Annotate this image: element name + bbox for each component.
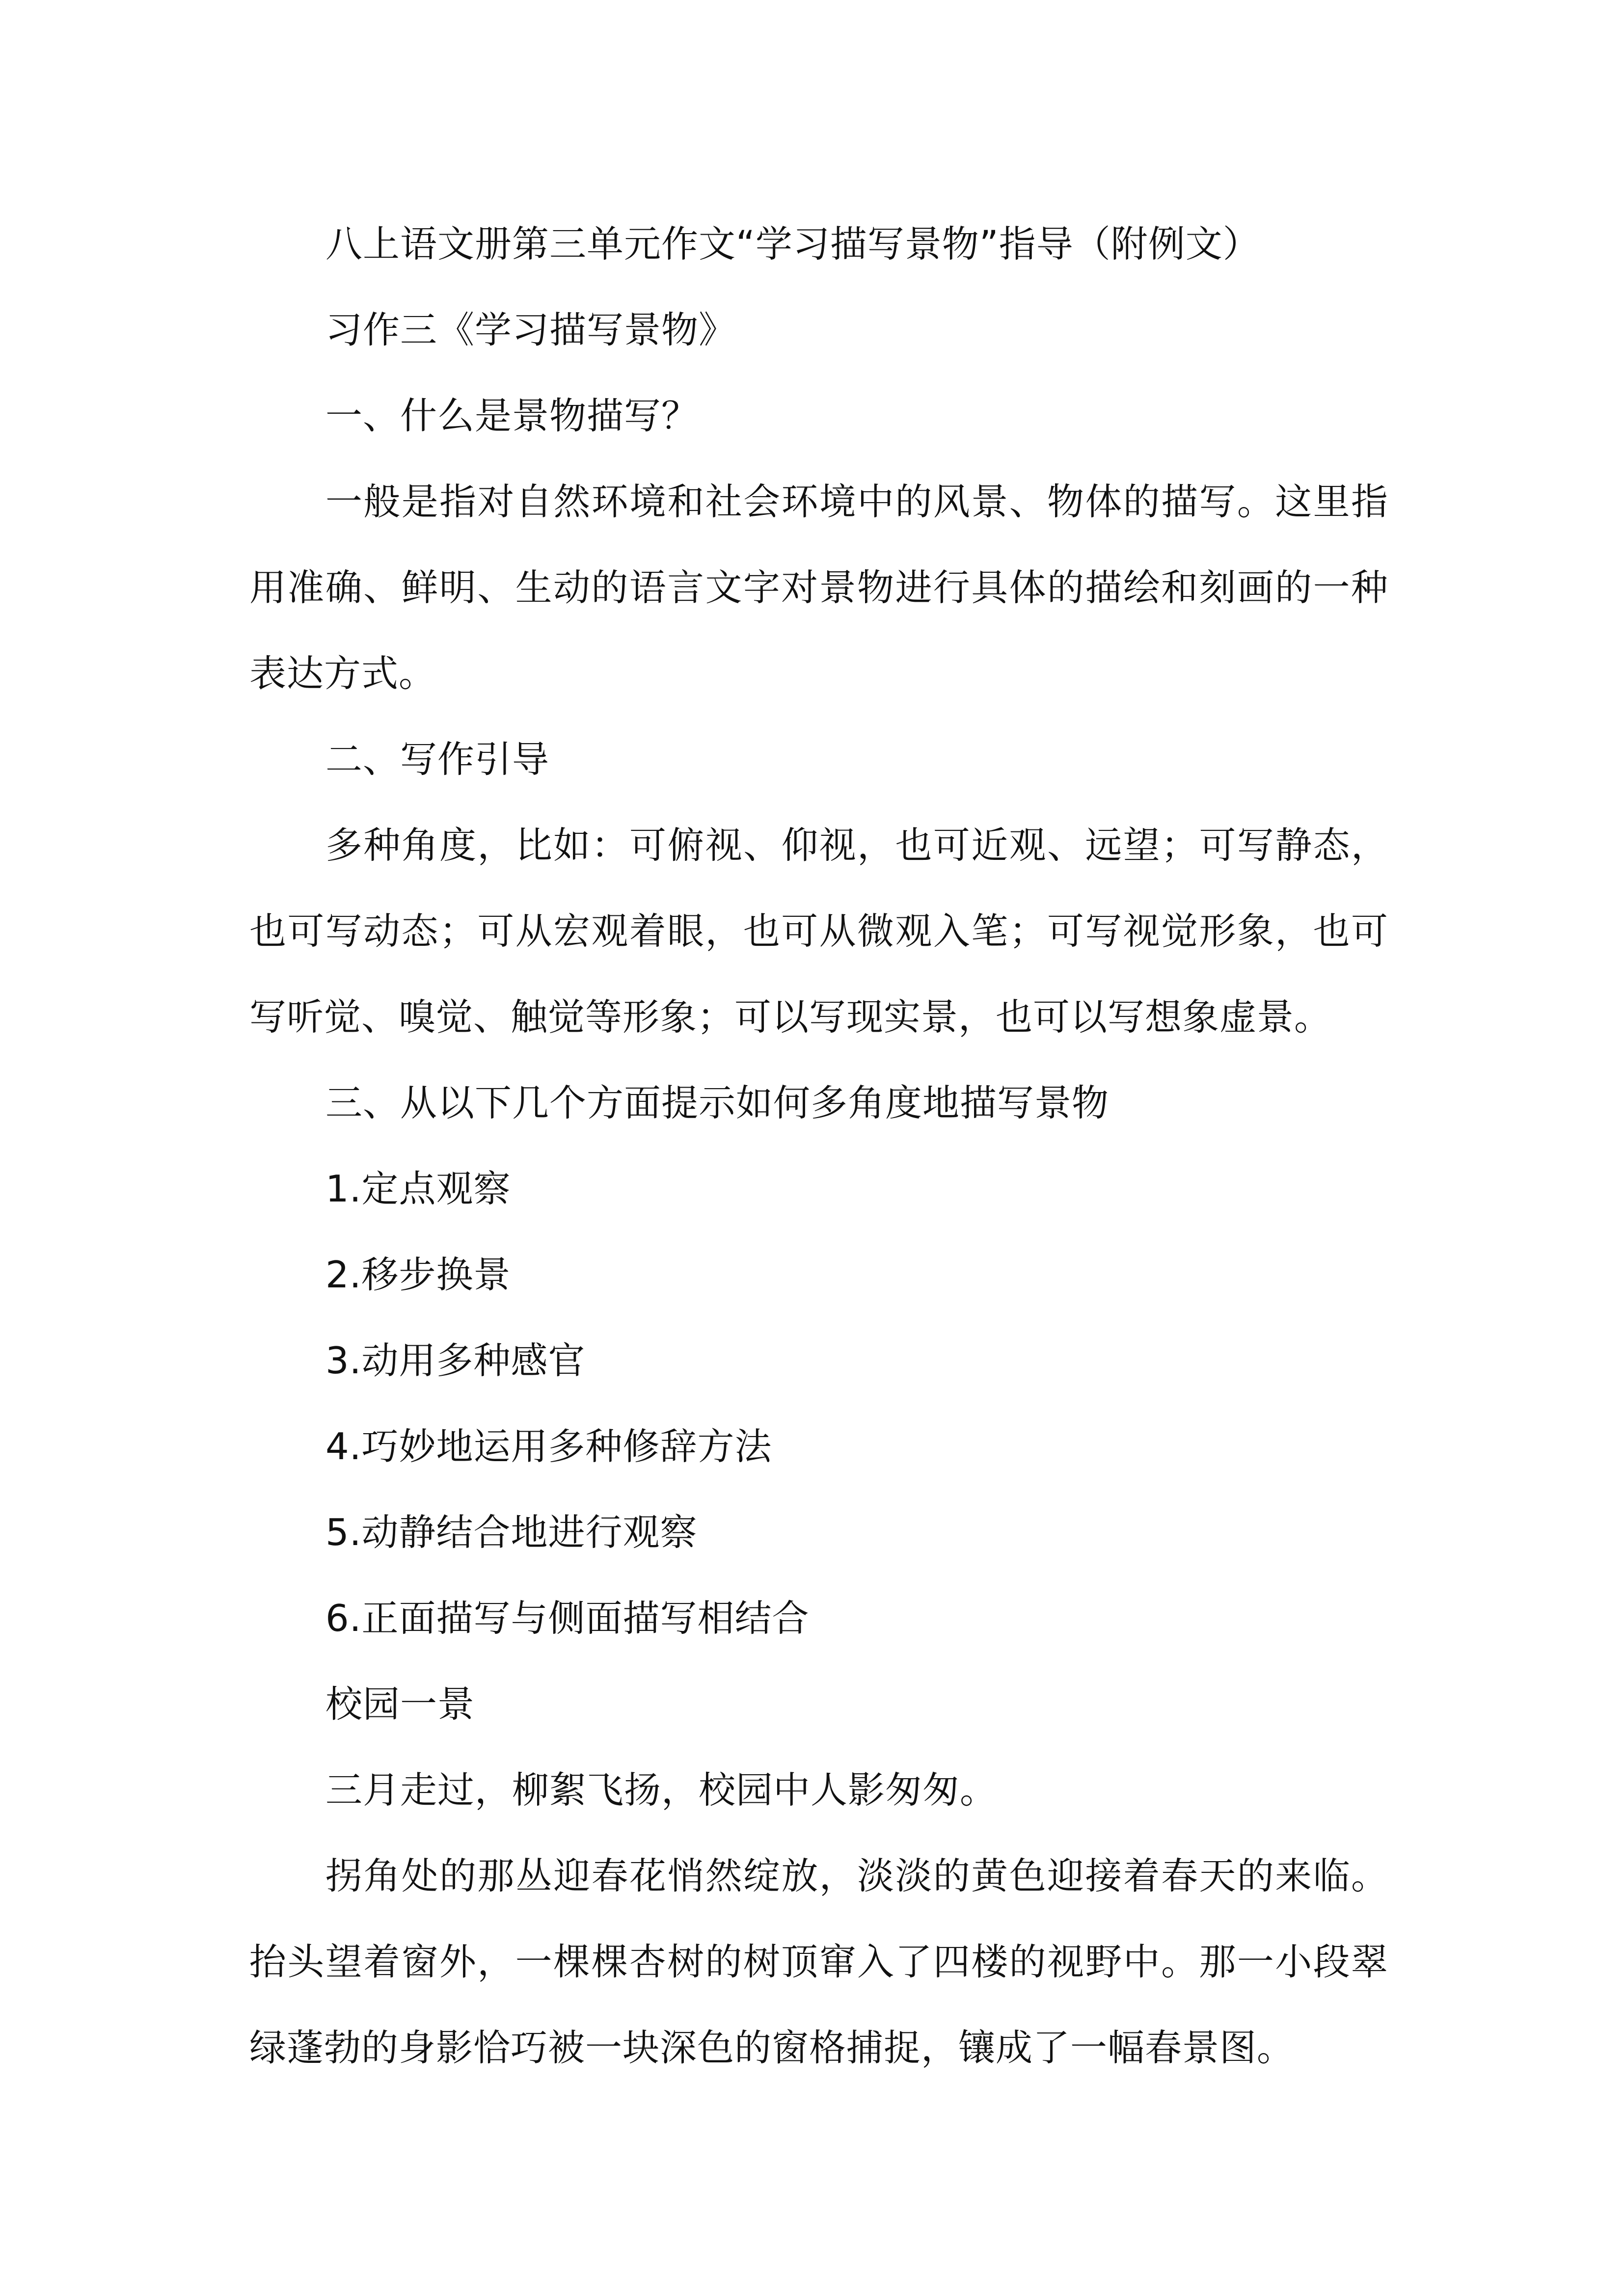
tip-item: 1.定点观察 (325, 1167, 511, 1210)
essay-paragraph: 拐角处的那丛迎春花悄然绽放，淡淡的黄色迎接着春天的来临。抬头望着窗外，一棵棵杏树的树顶窜入了四楼的视野中。那一小段翠绿蓬勃的身影恰巧被一块深色的窗格捕捉，镶成了一幅春景图。 (249, 1854, 1388, 2069)
section-heading: 二、写作引导 (325, 738, 550, 781)
section-heading: 三、从以下几个方面提示如何多角度地描写景物 (325, 1081, 1110, 1124)
tip-item: 4.巧妙地运用多种修辞方法 (325, 1425, 772, 1468)
document-subtitle: 习作三《学习描写景物》 (325, 308, 736, 351)
section-heading: 一、什么是景物描写？ (325, 394, 699, 437)
document-body (249, 201, 1388, 2091)
tip-item: 3.动用多种感官 (325, 1339, 586, 1382)
essay-paragraph: 三月走过，柳絮飞扬，校园中人影匆匆。 (325, 1768, 998, 1812)
body-paragraph: 多种角度，比如：可俯视、仰视，也可近观、远望；可写静态，也可写动态；可从宏观着眼，也可从微观入笔；可写视觉形象，也可写听觉、嗅觉、触觉等形象；可以写现实景，也可以写想象虚景。 (249, 824, 1388, 1039)
document-title: 八上语文册第三单元作文“学习描写景物”指导（附例文） (325, 222, 1260, 266)
tip-item: 6.正面描写与侧面描写相结合 (325, 1597, 810, 1640)
body-paragraph: 一般是指对自然环境和社会环境中的风景、物体的描写。这里指用准确、鲜明、生动的语言文字对景物进行具体的描绘和刻画的一种表达方式。 (249, 480, 1388, 695)
essay-title: 校园一景 (325, 1682, 475, 1726)
tip-item: 2.移步换景 (325, 1253, 511, 1296)
tip-item: 5.动静结合地进行观察 (325, 1511, 698, 1554)
